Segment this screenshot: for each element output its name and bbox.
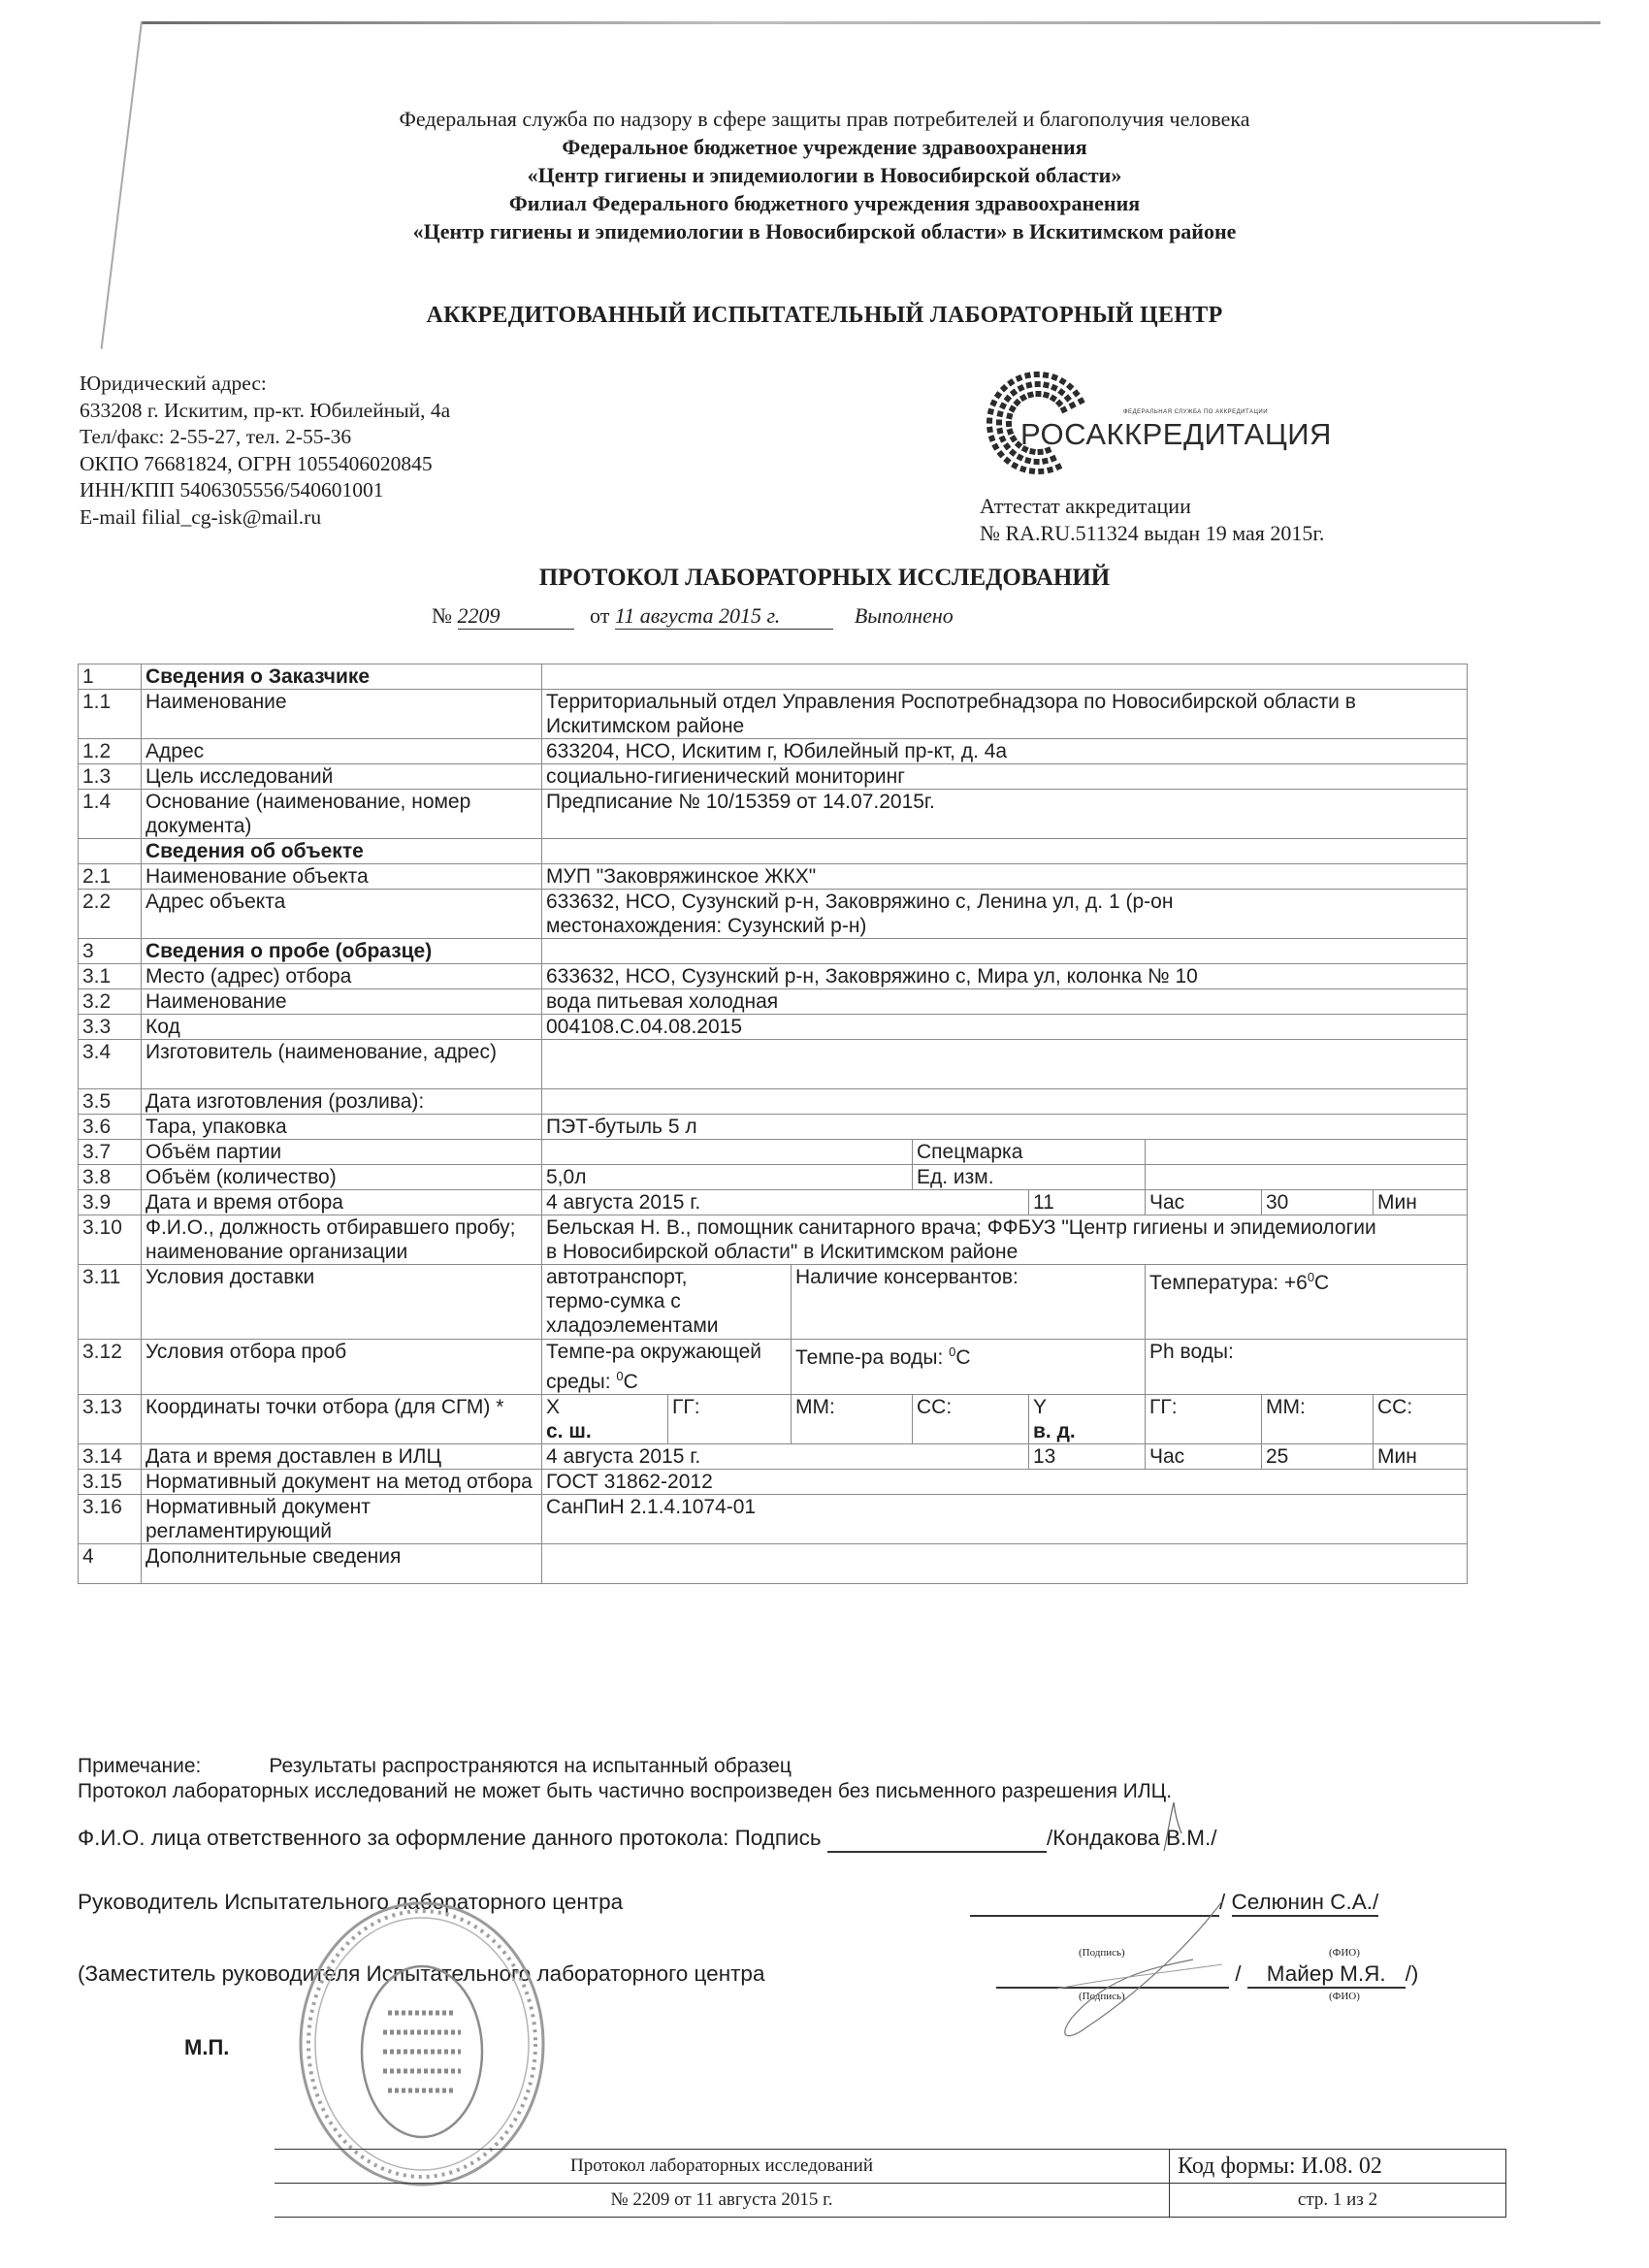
purpose-value: социально-гигиенический мониторинг [542, 764, 1468, 790]
section-heading: Сведения о пробе (образце) [142, 939, 542, 964]
logo-dot [997, 450, 1005, 458]
special-mark-label: Спецмарка [913, 1140, 1146, 1165]
institution-name: Федеральное бюджетное учреждение здравоохранения [562, 135, 1087, 159]
logo-dot [997, 410, 1004, 417]
accreditation-label: Аттестат аккредитации [980, 494, 1191, 518]
logo-dot [1025, 381, 1032, 388]
row-num [79, 839, 142, 864]
signature-hint: (Подпись) [1079, 1947, 1125, 1959]
row-label: Тара, упаковка [142, 1115, 542, 1140]
logo-dot [1034, 372, 1040, 377]
row-label: Ф.И.О., должность отбиравшего пробу; наименование организации [142, 1215, 542, 1265]
table-row [79, 1340, 1468, 1395]
row-num: 3.7 [79, 1140, 142, 1165]
signature-hint: (Подпись) [1079, 1991, 1125, 2002]
table-row [79, 790, 1468, 839]
logo-dot [1054, 463, 1062, 470]
footer-page: стр. 1 из 2 [1170, 2184, 1506, 2218]
logo-dot [999, 402, 1007, 409]
lon-seconds: СС: [1374, 1395, 1468, 1444]
agency-name: Федеральная служба по надзору в сфере защиты прав потребителей и благополучия человека [399, 107, 1250, 131]
object-address-value: 633632, НСО, Сузунский р-н, Заковряжино с, Ленина ул, д. 1 (р-он местонахождения: Сузунский р-н) [542, 890, 1468, 939]
table-row [79, 1544, 1468, 1584]
logo-dot [1007, 378, 1015, 386]
logo-dot [996, 419, 1002, 425]
temperature-unit: C [955, 1346, 971, 1369]
row-label: Нормативный документ регламентирующий [142, 1495, 542, 1544]
temperature-label: Температура: +6 [1149, 1272, 1308, 1294]
logo-dot [1050, 455, 1057, 463]
delivery-temperature: Температура: $+6^0C$ [1146, 1265, 1468, 1340]
table-row [79, 989, 1468, 1015]
table-row [79, 839, 1468, 864]
address-street: 633208 г. Искитим, пр-кт. Юбилейный, 4а [80, 398, 451, 422]
address-inn: ИНН/КПП 5406305556/540601001 [80, 478, 384, 502]
table-row [79, 1215, 1468, 1265]
row-label: Адрес объекта [142, 890, 542, 939]
row-label: Нормативный документ на метод отбора [142, 1470, 542, 1495]
logo-dot [994, 391, 1002, 399]
basis-value: Предписание № 10/15359 от 14.07.2015г. [542, 790, 1468, 839]
customer-name-value: Территориальный отдел Управления Роспотребнадзора по Новосибирской области в Искитимском районе [542, 690, 1468, 739]
hour-label: Час [1146, 1444, 1262, 1470]
row-num: 3.8 [79, 1165, 142, 1190]
footer-doc-ref: № 2209 от 11 августа 2015 г. [275, 2184, 1170, 2218]
additional-info-value [542, 1544, 1468, 1584]
copy-restriction: Протокол лабораторных исследований не может быть частично воспроизведен без письменного разрешения ИЛЦ. [78, 1780, 1173, 1802]
sampling-minute-value: 30 [1262, 1190, 1374, 1215]
logo-dot [1019, 466, 1027, 473]
accreditation-info [980, 493, 1324, 546]
preservatives-label: Наличие консервантов: [792, 1265, 1146, 1340]
deputy-signature: / Майер М.Я. /) [996, 1961, 1418, 1989]
logo-dot [986, 427, 993, 434]
rosaccreditation-logo [980, 369, 1332, 475]
logo-dot [1047, 467, 1053, 473]
ambient-temp-label: Темпе-ра окружающей среды: [546, 1341, 761, 1393]
logo-dot [991, 443, 999, 451]
address-okpo: ОКПО 76681824, ОГРН 1055406020845 [80, 451, 433, 475]
protocol-title: ПРОТОКОЛ ЛАБОРАТОРНЫХ ИССЛЕДОВАНИЙ [538, 565, 1111, 591]
logo-dot [996, 428, 1003, 435]
unit-value [1146, 1165, 1468, 1190]
sampling-date-value: 4 августа 2015 г. [542, 1190, 1029, 1215]
logo-dot [1024, 373, 1031, 379]
section-heading: Сведения об объекте [142, 839, 542, 864]
row-label: Наименование [142, 989, 542, 1015]
logo-dot [1038, 469, 1044, 474]
head-label: Руководитель Испытательного лабораторного центра [78, 1890, 624, 1914]
temperature-unit: C [1314, 1272, 1330, 1294]
row-num: 3.11 [79, 1265, 142, 1340]
water-temp-label: Темпе-ра воды: [795, 1346, 950, 1369]
branch-name: Филиал Федерального бюджетного учреждения здравоохранения [508, 191, 1141, 215]
row-label: Цель исследований [142, 764, 542, 790]
footer-table [275, 2149, 1506, 2218]
row-num: 1.2 [79, 739, 142, 764]
logo-dot [1013, 399, 1020, 406]
logo-dot [1019, 394, 1027, 402]
protocol-number-line [432, 603, 954, 630]
delivery-conditions-value: автотранспорт, термо-сумка с хладоэлементами [542, 1265, 792, 1340]
logo-dot [1017, 453, 1024, 461]
row-num: 3.6 [79, 1115, 142, 1140]
logo-dot [1035, 381, 1041, 387]
logo-dot [1006, 412, 1013, 419]
row-label: Код [142, 1015, 542, 1040]
logo-dot [1042, 458, 1049, 465]
table-row [79, 864, 1468, 890]
sample-code-value: 004108.С.04.08.2015 [542, 1015, 1468, 1040]
unit-label: Ед. изм. [913, 1165, 1146, 1190]
logo-dot [1043, 391, 1050, 398]
latitude-label [542, 1395, 668, 1444]
delivery-hour-value: 13 [1029, 1444, 1146, 1470]
row-label: Условия доставки [142, 1265, 542, 1340]
table-row [79, 1265, 1468, 1340]
row-num: 3.4 [79, 1040, 142, 1089]
notes-block [78, 1754, 1172, 1804]
logo-dot [1009, 405, 1017, 412]
logo-dot [1057, 388, 1065, 396]
row-num: 3.10 [79, 1215, 142, 1265]
note-text: Результаты распространяются на испытанный образец [269, 1755, 792, 1777]
section-heading: Сведения о Заказчике [142, 664, 542, 690]
footer-doc-title: Протокол лабораторных исследований [275, 2150, 1170, 2184]
logo-dot [1011, 462, 1018, 470]
y-sub-label: в. д. [1033, 1420, 1076, 1442]
logo-dot [1010, 435, 1018, 442]
logo-dot [989, 400, 997, 407]
logo-dot [1033, 459, 1039, 465]
row-num: 2.1 [79, 864, 142, 890]
logo-dot [986, 417, 992, 423]
row-num: 1.1 [79, 690, 142, 739]
logo-dot [1051, 373, 1058, 381]
row-num: 3 [79, 939, 142, 964]
lon-minutes: ММ: [1262, 1395, 1374, 1444]
quantity-value: 5,0л [542, 1165, 913, 1190]
row-label: Дата изготовления (розлива): [142, 1089, 542, 1115]
table-row [79, 764, 1468, 790]
row-label: Объём партии [142, 1140, 542, 1165]
batch-volume-value [542, 1140, 913, 1165]
logo-text: РОСАККРЕДИТАЦИЯ [1020, 417, 1332, 451]
row-num: 3.2 [79, 989, 142, 1015]
branch-full-name: «Центр гигиены и эпидемиологии в Новосибирской области» в Искитимском районе [412, 219, 1237, 243]
logo-dot [1004, 395, 1012, 403]
longitude-label [1029, 1395, 1146, 1444]
row-num: 3.15 [79, 1470, 142, 1495]
logo-dot [1060, 405, 1068, 413]
note-label: Примечание: [78, 1755, 202, 1777]
row-num: 3.3 [79, 1015, 142, 1040]
table-row [79, 1040, 1468, 1089]
lat-degrees: ГГ: [668, 1395, 792, 1444]
accreditation-number: № RA.RU.511324 выдан 19 мая 2015г. [980, 520, 1325, 545]
row-num: 4 [79, 1544, 142, 1584]
table-row [79, 690, 1468, 739]
responsible-name: /Кондакова В.М./ [1046, 1826, 1217, 1850]
x-sub-label: с. ш. [546, 1420, 592, 1442]
logo-dot [1072, 389, 1080, 397]
fio-hint: (ФИО) [1329, 1991, 1360, 2002]
row-label: Наименование объекта [142, 864, 542, 890]
y-label: Y [1033, 1396, 1048, 1418]
customer-address-value: 633204, НСО, Искитим г, Юбилейный пр-кт, д. 4а [542, 739, 1468, 764]
logo-dot [987, 408, 994, 415]
row-num: 3.5 [79, 1089, 142, 1115]
agency-line [0, 105, 1649, 245]
row-label: Основание (наименование, номер документа) [142, 790, 542, 839]
row-num: 3.1 [79, 964, 142, 989]
logo-dot [1003, 442, 1011, 450]
institution-full-name: «Центр гигиены и эпидемиологии в Новосибирской области» [527, 163, 1122, 187]
minute-label: Мин [1374, 1444, 1468, 1470]
row-num: 2.2 [79, 890, 142, 939]
lat-minutes: ММ: [792, 1395, 913, 1444]
logo-dot [1035, 391, 1041, 397]
table-row [79, 1140, 1468, 1165]
logo-dot [1029, 468, 1036, 474]
protocol-date: 11 августа 2015 г. [615, 603, 833, 630]
table-row [79, 1165, 1468, 1190]
object-name-value: МУП "Заковряжинское ЖКХ" [542, 864, 1468, 890]
special-mark-value [1146, 1140, 1468, 1165]
table-row [79, 739, 1468, 764]
row-label: Дата и время отбора [142, 1190, 542, 1215]
table-row [79, 1089, 1468, 1115]
row-num: 3.9 [79, 1190, 142, 1215]
delivery-date-value: 4 августа 2015 г. [542, 1444, 1029, 1470]
table-row [79, 1395, 1468, 1444]
sampling-hour-value: 11 [1029, 1190, 1146, 1215]
sampler-value: Бельская Н. В., помощник санитарного врача; ФФБУЗ "Центр гигиены и эпидемиологии в Новосибирской области" в Искитимском районе [542, 1215, 1468, 1265]
row-label: Координаты точки отбора (для СГМ) * [142, 1395, 542, 1444]
address-email: E-mail filial_cg-isk@mail.ru [80, 504, 322, 529]
logo-dot [1058, 377, 1066, 385]
row-num: 3.13 [79, 1395, 142, 1444]
deputy-label: (Заместитель руководителя Испытательного лабораторного центра [78, 1961, 765, 1986]
number-prefix: № [432, 603, 452, 628]
row-num: 3.14 [79, 1444, 142, 1470]
table-row [79, 1495, 1468, 1544]
logo-dot [988, 435, 996, 442]
ph-label: Ph воды: [1146, 1340, 1468, 1395]
row-label: Изготовитель (наименование, адрес) [142, 1040, 542, 1089]
head-signature: / Селюнин С.А./ [970, 1890, 1378, 1917]
deputy-name: Майер М.Я. [1247, 1961, 1406, 1989]
row-num: 3.12 [79, 1340, 142, 1395]
production-date-value [542, 1089, 1468, 1115]
logo-dot [1003, 457, 1011, 465]
hour-label: Час [1146, 1190, 1262, 1215]
date-prefix: от [590, 603, 610, 628]
logo-dot [1018, 384, 1025, 392]
water-temperature: Темпе-ра воды: $^0$C [792, 1340, 1146, 1395]
protocol-number: 2209 [458, 603, 574, 630]
row-num: 1.4 [79, 790, 142, 839]
logo-dot [1006, 421, 1012, 427]
logo-dot [1050, 394, 1057, 402]
row-label: Объём (количество) [142, 1165, 542, 1190]
fio-hint: (ФИО) [1329, 1947, 1360, 1959]
regulatory-doc-value: СанПиН 2.1.4.1074-01 [542, 1495, 1468, 1544]
logo-dot [1009, 448, 1017, 456]
table-row [79, 939, 1468, 964]
logo-dot [1027, 391, 1034, 398]
logo-dot [1055, 399, 1063, 406]
footer-form-code: Код формы: И.08. 02 [1170, 2150, 1506, 2184]
sample-name-value: вода питьевая холодная [542, 989, 1468, 1015]
table-row [79, 664, 1468, 690]
minute-label: Мин [1374, 1190, 1468, 1215]
logo-dot [1043, 372, 1050, 378]
protocol-status: Выполнено [854, 603, 954, 628]
manufacturer-value [542, 1040, 1468, 1089]
logo-dot [1000, 384, 1008, 392]
lat-seconds: СС: [913, 1395, 1029, 1444]
table-row [79, 1190, 1468, 1215]
stamp-place-label: М.П. [184, 2035, 230, 2059]
lon-degrees: ГГ: [1146, 1395, 1262, 1444]
row-label: Место (адрес) отбора [142, 964, 542, 989]
packaging-value: ПЭТ-бутыль 5 л [542, 1115, 1468, 1140]
responsible-signature-line [78, 1826, 1216, 1853]
row-label: Наименование [142, 690, 542, 739]
logo-dot [1078, 397, 1085, 405]
head-name: Селюнин С.А./ [1232, 1890, 1379, 1917]
table-row [79, 1115, 1468, 1140]
lab-center-title: АККРЕДИТОВАННЫЙ ИСПЫТАТЕЛЬНЫЙ ЛАБОРАТОРНЫЙ ЦЕНТР [426, 303, 1223, 328]
logo-dot [1066, 382, 1074, 390]
sampling-method-doc-value: ГОСТ 31862-2012 [542, 1470, 1468, 1495]
logo-dot [999, 436, 1007, 443]
row-label: Дата и время доставлен в ИЛЦ [142, 1444, 542, 1470]
logo-dot [1069, 402, 1077, 409]
address-label: Юридический адрес: [80, 372, 267, 395]
logo-dot [1024, 457, 1031, 464]
table-row [79, 1444, 1468, 1470]
sampling-place-value: 633632, НСО, Сузунский р-н, Заковряжино с, Мира ул, колонка № 10 [542, 964, 1468, 989]
row-label: Дополнительные сведения [142, 1544, 542, 1584]
row-num: 3.16 [79, 1495, 142, 1544]
legal-address-block [80, 371, 450, 531]
logo-dot [1051, 384, 1058, 392]
table-row [79, 964, 1468, 989]
address-phone: Тел/факс: 2-55-27, тел. 2-55-36 [80, 425, 352, 448]
row-label: Адрес [142, 739, 542, 764]
logo-dot [1010, 388, 1018, 396]
logo-dot [1064, 394, 1072, 402]
row-num: 1 [79, 664, 142, 690]
ambient-temperature: Темпе-ра окружающей среды: $^0$C [542, 1340, 792, 1395]
temperature-unit: C [623, 1371, 638, 1393]
page-edge [141, 21, 1600, 24]
logo-dot [1016, 374, 1023, 382]
row-num: 1.3 [79, 764, 142, 790]
logo-dot [1007, 428, 1015, 436]
delivery-minute-value: 25 [1262, 1444, 1374, 1470]
x-label: X [546, 1396, 561, 1418]
logo-caption: ФЕДЕРАЛЬНАЯ СЛУЖБА ПО АККРЕДИТАЦИИ [1123, 409, 1269, 415]
table-row [79, 890, 1468, 939]
row-label: Условия отбора проб [142, 1340, 542, 1395]
table-row [79, 1015, 1468, 1040]
logo-dot [1043, 381, 1050, 388]
protocol-table [78, 664, 1468, 1584]
table-row [79, 1470, 1468, 1495]
responsible-label: Ф.И.О. лица ответственного за оформление данного протокола: Подпись [78, 1826, 822, 1850]
